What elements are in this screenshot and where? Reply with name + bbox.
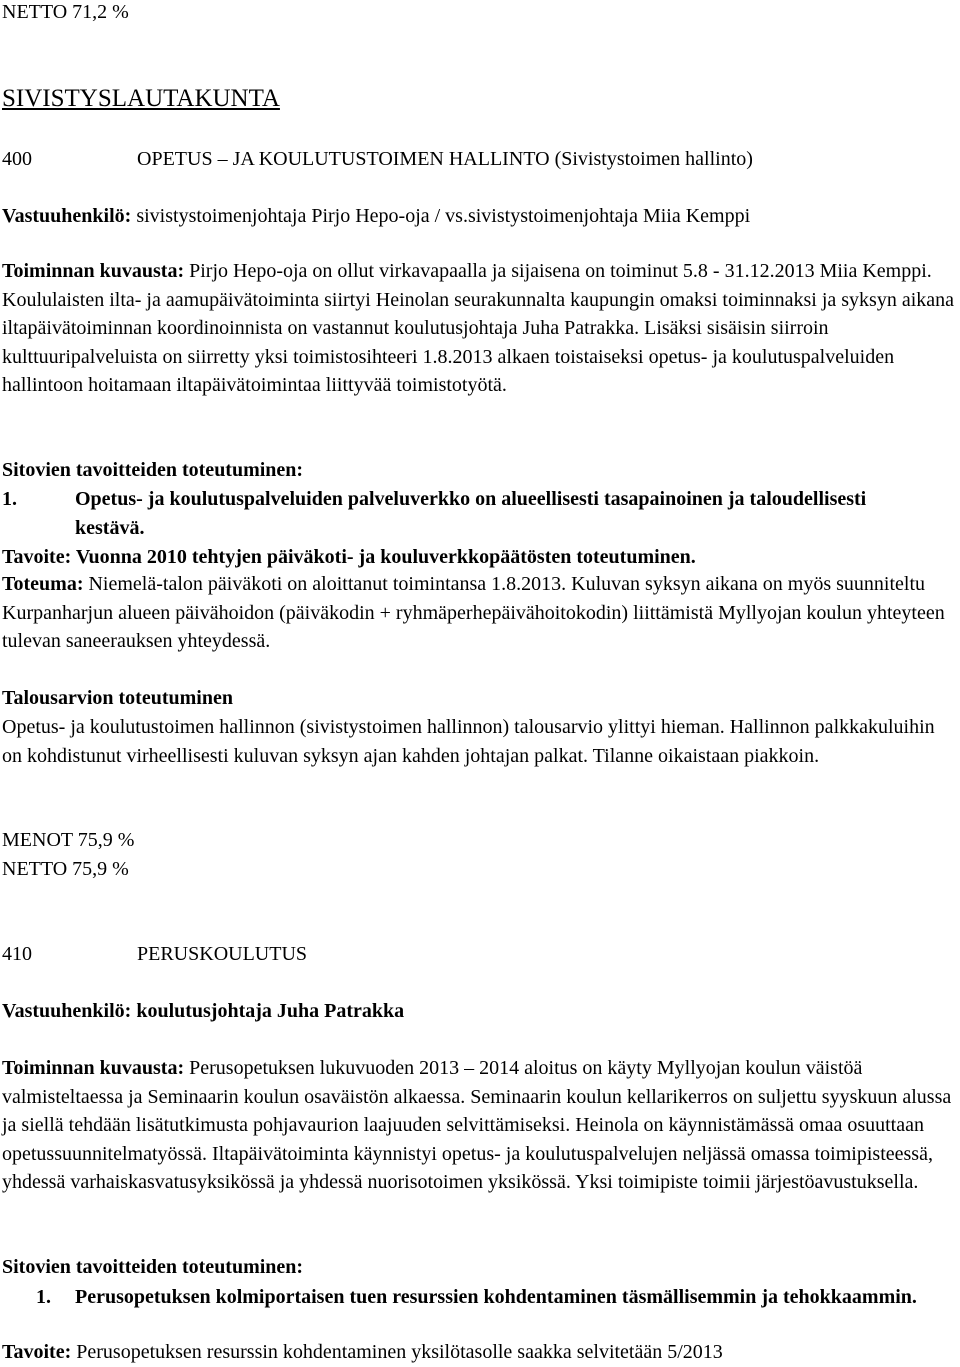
- unit-400-responsible-label: Vastuuhenkilö:: [2, 205, 132, 227]
- unit-410-item-number: 1.: [36, 1286, 51, 1308]
- unit-400-goal: [2, 544, 696, 570]
- unit-400-description-label: Toiminnan kuvausta:: [2, 260, 185, 282]
- unit-400-goal-text: Vuonna 2010 tehtyjen päiväkoti- ja kouluverkkopäätösten toteutuminen.: [71, 546, 696, 568]
- unit-400-item-text: Opetus- ja koulutuspalveluiden palveluverkko on alueellisesti tasapainoinen ja taloudellisesti kestävä.: [75, 488, 867, 539]
- unit-410-goal-text: Perusopetuksen resurssin kohdentaminen yksilötasolle saakka selvitetään 5/2013: [71, 1341, 723, 1363]
- unit-400-goal-item: [2, 485, 956, 543]
- unit-400-description-text: Pirjo Hepo-oja on ollut virkavapaalla ja sijaisena on toiminut 5.8 - 31.12.2013 Miia Kemppi. Koululaisten ilta- ja aamupäivätoiminta siirtyi Heinolan seurakunnalta kaupungin omaksi toiminnaksi ja syksyn aikana iltapäivätoiminnan koordinoinnista on vastannut koulutusjohtaja Juha Patrakka. Lisäksi sisäisin siirroin kulttuuripalveluista on siirretty yksi toimistosihteeri 1.8.2013 alkaen toistaiseksi opetus- ja koulutuspalveluiden hallintoon hoitamaan iltapäivätoimintaa liittyvää toimistotyötä.: [2, 260, 955, 397]
- unit-400-responsible: [2, 203, 750, 229]
- unit-410-heading: [2, 941, 307, 967]
- unit-400-goal-label: Tavoite:: [2, 546, 72, 568]
- unit-410-item-text: Perusopetuksen kolmiportaisen tuen resurssien kohdentaminen täsmällisemmin ja tehokkaammin.: [75, 1286, 917, 1308]
- unit-400-menot: MENOT 75,9 %: [2, 829, 135, 851]
- unit-410-goal: [2, 1339, 723, 1365]
- unit-410-description: [2, 1054, 956, 1197]
- unit-400-result-text: Niemelä-talon päiväkoti on aloittanut toimintansa 1.8.2013. Kuluvan syksyn aikana on myös suunniteltu Kurpanharjun alueen päivähoidon (päiväkodin + ryhmäperhepäivähoitokodin) liittämistä Myllyojan koulun yhteyteen tulevan saneerauksen yhteydessä.: [2, 573, 945, 653]
- unit-410-goals-heading: Sitovien tavoitteiden toteutuminen:: [2, 1256, 304, 1278]
- unit-400-budget-text: Opetus- ja koulutustoimen hallinnon (sivistystoimen hallinnon) talousarvio ylittyi hieman. Hallinnon palkkakuluihin on kohdistunut virheellisesti kuluvan syksyn ajan kahden johtajan palkat. Tilanne oikaistaan piakkoin.: [2, 716, 935, 767]
- unit-410-description-text: Perusopetuksen lukuvuoden 2013 – 2014 aloitus on käyty Myllyojan koulun väistöä valmisteltaessa ja Seminaarin koulun osaväistön alkaessa. Seminaarin koulun kellarikerros on suljettu syyskuun alussa ja siellä tehdään lisätutkimusta pohjavaurion laajuuden selvittämiseksi. Heinola on käynnistämässä omaa osuuttaan opetussuunnitelmatyössä. Iltapäivätoiminta käynnistyi opetus- ja koulutuspalvelujen neljässä omassa toimipisteessä, yhdessä varhaiskasvatusyksikössä ja yhdessä nuorisotoimen yksikössä. Yksi toimipiste toimii järjestöavustuksella.: [2, 1057, 952, 1194]
- unit-410-goal-label: Tavoite:: [2, 1341, 72, 1363]
- unit-410-goal-item: [36, 1283, 956, 1341]
- unit-410-description-label: Toiminnan kuvausta:: [2, 1057, 185, 1079]
- unit-410-title: PERUSKOULUTUS: [137, 943, 308, 965]
- unit-400-responsible-text: sivistystoimenjohtaja Pirjo Hepo-oja / vs.sivistystoimenjohtaja Miia Kemppi: [131, 205, 751, 227]
- unit-400-result: [2, 570, 956, 656]
- section-title: SIVISTYSLAUTAKUNTA: [2, 85, 280, 112]
- unit-400-item-number: 1.: [2, 488, 17, 510]
- unit-410-code: 410: [2, 943, 32, 965]
- unit-400-heading: [2, 146, 753, 172]
- unit-400-code: 400: [2, 148, 32, 170]
- top-netto: NETTO 71,2 %: [2, 1, 129, 23]
- unit-400-description: [2, 257, 956, 400]
- unit-410-responsible: Vastuuhenkilö: koulutusjohtaja Juha Patrakka: [2, 1000, 405, 1022]
- unit-400-netto: NETTO 75,9 %: [2, 858, 129, 880]
- unit-400-title: OPETUS – JA KOULUTUSTOIMEN HALLINTO (Sivistystoimen hallinto): [137, 148, 753, 170]
- unit-400-goals-heading: Sitovien tavoitteiden toteutuminen:: [2, 459, 304, 481]
- unit-400-budget-heading: Talousarvion toteutuminen: [2, 687, 233, 709]
- unit-400-result-label: Toteuma:: [2, 573, 84, 595]
